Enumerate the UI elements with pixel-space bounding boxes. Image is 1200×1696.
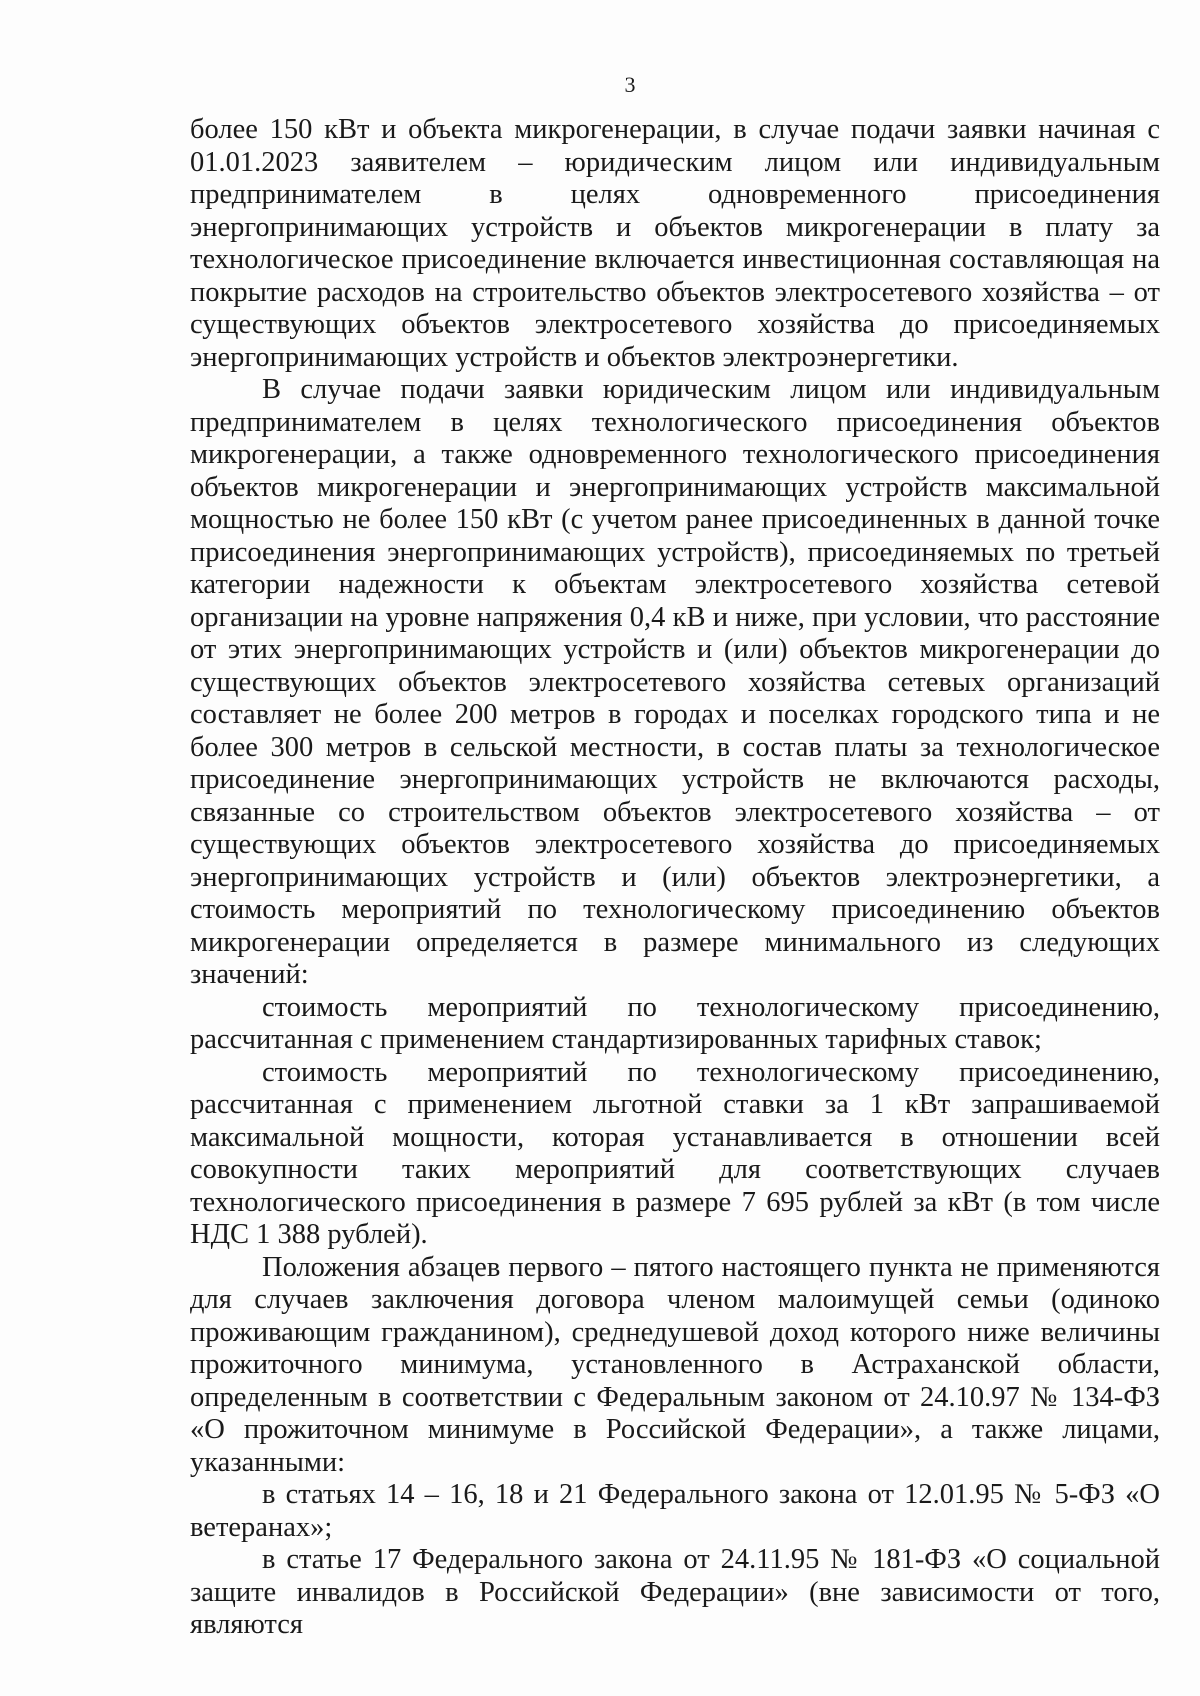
page-number: 3 (624, 72, 636, 97)
paragraph-microgeneration-conditions: В случае подачи заявки юридическим лицом или индивидуальным предпринимателем в целях технологического присоединения объектов микрогенерации, а также одновременного технологического присоединения объектов микрогенерации и энергопринимающих устройств максимальной мощностью не более 150 кВт (с учетом ранее присоединенных в данной точке присоединения энергопринимающих устройств), присоединяемых по третьей категории надежности к объектам электросетевого хозяйства сетевой организации на уровне напряжения 0,4 кВ и ниже, при условии, что расстояние от этих энергопринимающих устройств и (или) объектов микрогенерации до существующих объектов электросетевого хозяйства сетевых организаций составляет не более 200 метров в городах и поселках городского типа и не более 300 метров в сельской местности, в состав платы за технологическое присоединение энергопринимающих устройств не включаются расходы, связанные со строительством объектов электросетевого хозяйства – от существующих объектов электросетевого хозяйства до присоединяемых энергопринимающих устройств и (или) объектов электроэнергетики, а стоимость мероприятий по технологическому присоединению объектов микрогенерации определяется в размере минимального из следующих значений: (190, 374, 1160, 990)
paragraph-investment-component: более 150 кВт и объекта микрогенерации, в случае подачи заявки начиная с 01.01.2023 заявителем – юридическим лицом или индивидуальным предпринимателем в целях одновременного присоединения энергопринимающих устройств и объектов микрогенерации в плату за технологическое присоединение включается инвестиционная составляющая на покрытие расходов на строительство объектов электросетевого хозяйства – от существующих объектов электросетевого хозяйства до присоединяемых энергопринимающих устройств и объектов электроэнергетики. (190, 114, 1160, 373)
paragraph-disabled-persons-law: в статье 17 Федерального закона от 24.11.95 № 181-ФЗ «О социальной защите инвалидов в Российской Федерации» (вне зависимости от того, являются (190, 1544, 1160, 1640)
paragraph-veterans-law: в статьях 14 – 16, 18 и 21 Федерального закона от 12.01.95 № 5-ФЗ «О ветеранах»; (190, 1479, 1160, 1543)
paragraph-exceptions: Положения абзацев первого – пятого настоящего пункта не применяются для случаев заключения договора членом малоимущей семьи (одиноко проживающим гражданином), среднедушевой доход которого ниже величины прожиточного минимума, установленного в Астраханской области, определенным в соответствии с Федеральным законом от 24.10.97 № 134-ФЗ «О прожиточном минимуме в Российской Федерации», а также лицами, указанными: (190, 1251, 1160, 1478)
paragraph-standard-rate-option: стоимость мероприятий по технологическому присоединению, рассчитанная с применением стандартизированных тарифных ставок; (190, 991, 1160, 1055)
document-body (190, 114, 1160, 1642)
paragraph-preferential-rate-option: стоимость мероприятий по технологическому присоединению, рассчитанная с применением льготной ставки за 1 кВт запрашиваемой максимальной мощности, которая устанавливается в отношении всей совокупности таких мероприятий для соответствующих случаев технологического присоединения в размере 7 695 рублей за кВт (в том числе НДС 1 388 рублей). (190, 1056, 1160, 1250)
